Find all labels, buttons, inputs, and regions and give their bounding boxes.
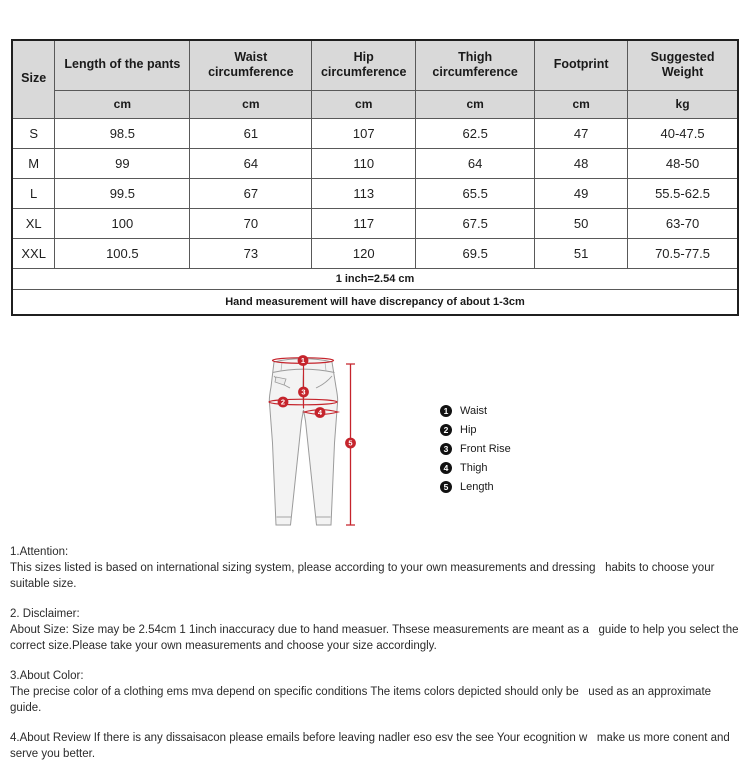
marker-waist [298,355,309,366]
legend-label: Length [460,480,494,493]
table-row [12,118,738,148]
size-label: XL [12,208,55,238]
cell-value: 48 [535,148,628,178]
col-header-size: Size [12,40,55,118]
legend-number-badge: 4 [440,462,452,474]
disclaimer-body: About Size: Size may be 2.54cm 1 1inch inaccuracy due to hand measuer. Thsese measurements are meant as a guide to help you select the correct size.Please take your own measurements and choose your size accordingly. [10,624,742,652]
table-header-row [12,40,738,90]
cell-value: 70.5-77.5 [628,238,738,268]
size-label: L [12,178,55,208]
cell-value: 61 [190,118,312,148]
pants-measurement-diagram [255,345,365,535]
col-header-length: Length of the pants [55,40,190,90]
col-header-waist: Waist circumference [190,40,312,90]
pants-diagram-svg [255,345,365,535]
col-header-weight: Suggested Weight [628,40,738,90]
about-color-heading: 3.About Color: [10,670,84,682]
legend-item-length [440,477,511,496]
unit-footprint: cm [535,90,628,118]
svg-text:1: 1 [300,356,306,366]
cell-value: 40-47.5 [628,118,738,148]
legend-number-badge: 1 [440,405,452,417]
unit-hip: cm [312,90,416,118]
cell-value: 64 [416,148,535,178]
legend-number-badge: 2 [440,424,452,436]
col-header-thigh: Thigh circumference [416,40,535,90]
svg-text:3: 3 [301,387,306,397]
legend-number-badge: 3 [440,443,452,455]
legend-item-hip [440,420,511,439]
cell-value: 47 [535,118,628,148]
cell-value: 55.5-62.5 [628,178,738,208]
cell-value: 49 [535,178,628,208]
legend-item-front-rise [440,439,511,458]
svg-text:2: 2 [280,397,286,407]
marker-hip [278,397,289,408]
table-row [12,238,738,268]
legend-label: Waist [460,404,488,417]
cell-value: 98.5 [55,118,190,148]
cell-value: 67.5 [416,208,535,238]
svg-text:4: 4 [317,408,323,418]
disclaimer-heading: 2. Disclaimer: [10,608,80,620]
measurement-legend [440,401,511,496]
conversion-note: 1 inch=2.54 cm [12,268,738,289]
cell-value: 100.5 [55,238,190,268]
cell-value: 100 [55,208,190,238]
table-row [12,148,738,178]
about-color-section [10,668,743,716]
unit-length: cm [55,90,190,118]
about-color-body: The precise color of a clothing ems mva depend on specific conditions The items colors depicted should only be used as an approximate guide. [10,686,715,714]
legend-item-waist [440,401,511,420]
notes-section [10,544,743,776]
cell-value: 117 [312,208,416,238]
unit-waist: cm [190,90,312,118]
cell-value: 120 [312,238,416,268]
legend-number-badge: 5 [440,481,452,493]
size-label: M [12,148,55,178]
marker-length [345,438,356,449]
attention-section [10,544,743,592]
conversion-note-row [12,268,738,289]
measurement-note-row [12,289,738,315]
svg-text:5: 5 [348,438,353,448]
cell-value: 69.5 [416,238,535,268]
unit-thigh: cm [416,90,535,118]
cell-value: 110 [312,148,416,178]
unit-weight: kg [628,90,738,118]
col-header-hip: Hip circumference [312,40,416,90]
cell-value: 51 [535,238,628,268]
measurement-note: Hand measurement will have discrepancy of about 1-3cm [12,289,738,315]
cell-value: 99 [55,148,190,178]
legend-item-thigh [440,458,511,477]
cell-value: 67 [190,178,312,208]
cell-value: 50 [535,208,628,238]
legend-label: Front Rise [460,442,511,455]
disclaimer-section [10,606,743,654]
cell-value: 62.5 [416,118,535,148]
legend-label: Thigh [460,461,488,474]
cell-value: 48-50 [628,148,738,178]
about-review-section [10,730,743,762]
table-units-row [12,90,738,118]
marker-front-rise [298,387,309,398]
cell-value: 107 [312,118,416,148]
size-label: S [12,118,55,148]
legend-label: Hip [460,423,477,436]
cell-value: 99.5 [55,178,190,208]
cell-value: 63-70 [628,208,738,238]
cell-value: 73 [190,238,312,268]
marker-thigh [315,407,326,418]
attention-body: This sizes listed is based on international sizing system, please according to your own measurements and dressing habits to choose your suitable size. [10,562,718,590]
attention-heading: 1.Attention: [10,546,69,558]
table-row [12,208,738,238]
size-chart-table [11,39,739,316]
col-header-footprint: Footprint [535,40,628,90]
size-label: XXL [12,238,55,268]
cell-value: 65.5 [416,178,535,208]
cell-value: 70 [190,208,312,238]
table-row [12,178,738,208]
cell-value: 113 [312,178,416,208]
about-review-body: 4.About Review If there is any dissaisacon please emails before leaving nadler eso esv the see Your ecognition w make us more conent and serve you better. [10,732,734,760]
cell-value: 64 [190,148,312,178]
